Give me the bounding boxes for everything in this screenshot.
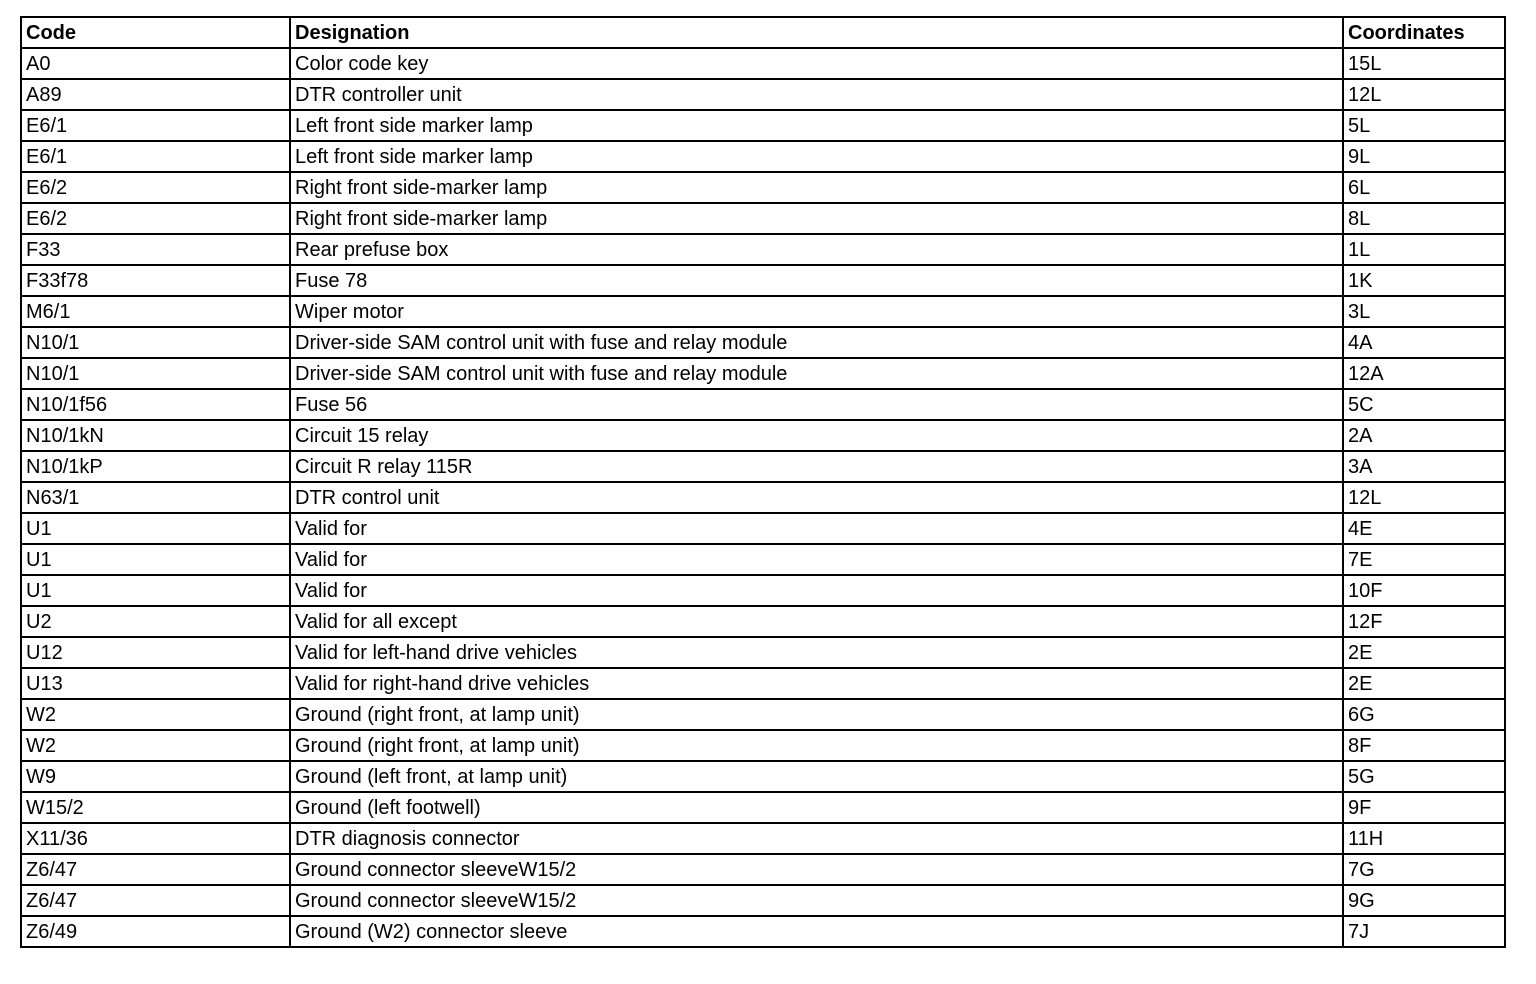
cell-coordinates: 12L	[1343, 79, 1505, 110]
cell-designation: Left front side marker lamp	[290, 141, 1343, 172]
cell-coordinates: 9F	[1343, 792, 1505, 823]
cell-designation: Right front side-marker lamp	[290, 203, 1343, 234]
cell-coordinates: 15L	[1343, 48, 1505, 79]
cell-designation: Color code key	[290, 48, 1343, 79]
cell-coordinates: 5G	[1343, 761, 1505, 792]
cell-code: U1	[21, 544, 290, 575]
table-row	[21, 141, 1505, 172]
table-row	[21, 79, 1505, 110]
table-row	[21, 389, 1505, 420]
cell-coordinates: 7J	[1343, 916, 1505, 947]
cell-designation: Driver-side SAM control unit with fuse and relay module	[290, 358, 1343, 389]
table-row	[21, 327, 1505, 358]
cell-coordinates: 7E	[1343, 544, 1505, 575]
table-body	[21, 48, 1505, 947]
header-designation: Designation	[290, 17, 1343, 48]
cell-coordinates: 7G	[1343, 854, 1505, 885]
cell-code: W15/2	[21, 792, 290, 823]
cell-code: U1	[21, 575, 290, 606]
cell-code: U12	[21, 637, 290, 668]
cell-code: Z6/47	[21, 885, 290, 916]
cell-designation: DTR control unit	[290, 482, 1343, 513]
cell-coordinates: 8L	[1343, 203, 1505, 234]
cell-designation: DTR diagnosis connector	[290, 823, 1343, 854]
cell-designation: Valid for right-hand drive vehicles	[290, 668, 1343, 699]
cell-code: A89	[21, 79, 290, 110]
table-row	[21, 234, 1505, 265]
cell-designation: Ground (right front, at lamp unit)	[290, 699, 1343, 730]
cell-code: W9	[21, 761, 290, 792]
cell-code: Z6/49	[21, 916, 290, 947]
table-row	[21, 823, 1505, 854]
table-row	[21, 885, 1505, 916]
cell-coordinates: 3A	[1343, 451, 1505, 482]
table-header-row	[21, 17, 1505, 48]
table-row	[21, 575, 1505, 606]
cell-designation: Rear prefuse box	[290, 234, 1343, 265]
table-row	[21, 358, 1505, 389]
cell-code: E6/2	[21, 203, 290, 234]
cell-designation: Valid for left-hand drive vehicles	[290, 637, 1343, 668]
cell-coordinates: 12F	[1343, 606, 1505, 637]
cell-code: F33f78	[21, 265, 290, 296]
cell-designation: DTR controller unit	[290, 79, 1343, 110]
cell-code: N10/1kP	[21, 451, 290, 482]
table-row	[21, 792, 1505, 823]
cell-designation: Ground (left front, at lamp unit)	[290, 761, 1343, 792]
cell-designation: Valid for	[290, 575, 1343, 606]
table-row	[21, 110, 1505, 141]
cell-code: E6/2	[21, 172, 290, 203]
cell-coordinates: 6L	[1343, 172, 1505, 203]
cell-coordinates: 9L	[1343, 141, 1505, 172]
table-row	[21, 203, 1505, 234]
header-code: Code	[21, 17, 290, 48]
cell-coordinates: 8F	[1343, 730, 1505, 761]
cell-coordinates: 5C	[1343, 389, 1505, 420]
table-row	[21, 296, 1505, 327]
table-row	[21, 544, 1505, 575]
cell-coordinates: 2E	[1343, 668, 1505, 699]
cell-designation: Circuit 15 relay	[290, 420, 1343, 451]
cell-designation: Valid for all except	[290, 606, 1343, 637]
cell-designation: Right front side-marker lamp	[290, 172, 1343, 203]
cell-designation: Left front side marker lamp	[290, 110, 1343, 141]
cell-designation: Ground (left footwell)	[290, 792, 1343, 823]
cell-coordinates: 2A	[1343, 420, 1505, 451]
cell-code: N63/1	[21, 482, 290, 513]
cell-code: U13	[21, 668, 290, 699]
cell-code: N10/1kN	[21, 420, 290, 451]
cell-code: M6/1	[21, 296, 290, 327]
component-legend-table	[20, 16, 1506, 948]
cell-code: X11/36	[21, 823, 290, 854]
table-row	[21, 668, 1505, 699]
cell-designation: Valid for	[290, 513, 1343, 544]
table-row	[21, 606, 1505, 637]
cell-code: F33	[21, 234, 290, 265]
table-row	[21, 451, 1505, 482]
cell-code: U1	[21, 513, 290, 544]
cell-code: N10/1	[21, 358, 290, 389]
cell-designation: Valid for	[290, 544, 1343, 575]
table-row	[21, 761, 1505, 792]
cell-coordinates: 11H	[1343, 823, 1505, 854]
cell-coordinates: 1L	[1343, 234, 1505, 265]
cell-designation: Circuit R relay 115R	[290, 451, 1343, 482]
table-row	[21, 172, 1505, 203]
cell-designation: Driver-side SAM control unit with fuse and relay module	[290, 327, 1343, 358]
cell-code: N10/1	[21, 327, 290, 358]
cell-designation: Fuse 78	[290, 265, 1343, 296]
table-row	[21, 916, 1505, 947]
cell-coordinates: 5L	[1343, 110, 1505, 141]
cell-coordinates: 4A	[1343, 327, 1505, 358]
cell-coordinates: 10F	[1343, 575, 1505, 606]
cell-coordinates: 12A	[1343, 358, 1505, 389]
table-row	[21, 637, 1505, 668]
cell-code: W2	[21, 730, 290, 761]
table-row	[21, 699, 1505, 730]
table-row	[21, 730, 1505, 761]
cell-coordinates: 4E	[1343, 513, 1505, 544]
cell-code: A0	[21, 48, 290, 79]
cell-code: E6/1	[21, 141, 290, 172]
cell-code: U2	[21, 606, 290, 637]
table-row	[21, 854, 1505, 885]
cell-coordinates: 12L	[1343, 482, 1505, 513]
cell-code: Z6/47	[21, 854, 290, 885]
cell-coordinates: 6G	[1343, 699, 1505, 730]
cell-coordinates: 2E	[1343, 637, 1505, 668]
cell-code: N10/1f56	[21, 389, 290, 420]
table-row	[21, 265, 1505, 296]
cell-designation: Ground (W2) connector sleeve	[290, 916, 1343, 947]
cell-coordinates: 3L	[1343, 296, 1505, 327]
cell-coordinates: 1K	[1343, 265, 1505, 296]
cell-code: W2	[21, 699, 290, 730]
cell-designation: Ground (right front, at lamp unit)	[290, 730, 1343, 761]
cell-designation: Wiper motor	[290, 296, 1343, 327]
cell-designation: Ground connector sleeveW15/2	[290, 885, 1343, 916]
table-row	[21, 420, 1505, 451]
cell-code: E6/1	[21, 110, 290, 141]
table-row	[21, 513, 1505, 544]
table-row	[21, 482, 1505, 513]
cell-designation: Fuse 56	[290, 389, 1343, 420]
table-row	[21, 48, 1505, 79]
cell-designation: Ground connector sleeveW15/2	[290, 854, 1343, 885]
header-coordinates: Coordinates	[1343, 17, 1505, 48]
cell-coordinates: 9G	[1343, 885, 1505, 916]
